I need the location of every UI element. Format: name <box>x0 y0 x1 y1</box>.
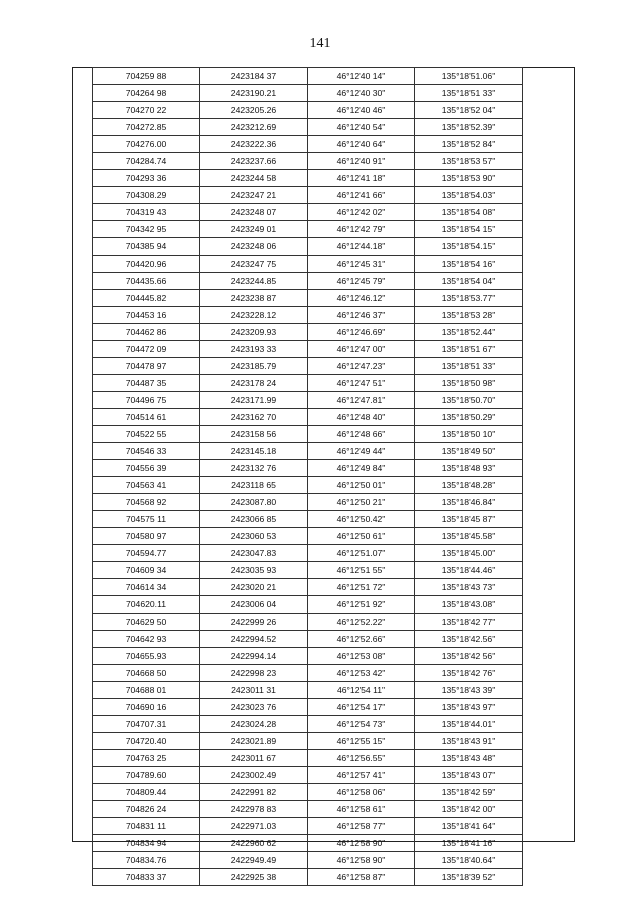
table-row <box>93 630 523 647</box>
longitude-cell: 135°18'42 76" <box>415 664 523 681</box>
x-coordinate-cell: 704308.29 <box>93 187 200 204</box>
longitude-cell: 135°18'40.64" <box>415 852 523 869</box>
y-coordinate-cell: 2423087.80 <box>200 494 308 511</box>
y-coordinate-cell: 2423190.21 <box>200 85 308 102</box>
latitude-cell: 46°12'47.23" <box>308 357 415 374</box>
x-coordinate-cell: 704546 33 <box>93 443 200 460</box>
x-coordinate-cell: 704284.74 <box>93 153 200 170</box>
longitude-cell: 135°18'54 08" <box>415 204 523 221</box>
longitude-cell: 135°18'51.06" <box>415 68 523 85</box>
latitude-cell: 46°12'47 51" <box>308 374 415 391</box>
latitude-cell: 46°12'40 14" <box>308 68 415 85</box>
x-coordinate-cell: 704834 94 <box>93 835 200 852</box>
y-coordinate-cell: 2423011 31 <box>200 681 308 698</box>
x-coordinate-cell: 704834.76 <box>93 852 200 869</box>
latitude-cell: 46°12'50 01" <box>308 477 415 494</box>
table-row <box>93 425 523 442</box>
x-coordinate-cell: 704833 37 <box>93 869 200 886</box>
table-row <box>93 818 523 835</box>
y-coordinate-cell: 2423024.28 <box>200 715 308 732</box>
latitude-cell: 46°12'58 77" <box>308 818 415 835</box>
x-coordinate-cell: 704487 35 <box>93 374 200 391</box>
latitude-cell: 46°12'49 44" <box>308 443 415 460</box>
table-row <box>93 204 523 221</box>
longitude-cell: 135°18'46.84" <box>415 494 523 511</box>
table-row <box>93 681 523 698</box>
x-coordinate-cell: 704270 22 <box>93 102 200 119</box>
latitude-cell: 46°12'47 00" <box>308 340 415 357</box>
longitude-cell: 135°18'48.28" <box>415 477 523 494</box>
latitude-cell: 46°12'51 72" <box>308 579 415 596</box>
table-row <box>93 698 523 715</box>
x-coordinate-cell: 704522 55 <box>93 425 200 442</box>
table-row <box>93 801 523 818</box>
x-coordinate-cell: 704445.82 <box>93 289 200 306</box>
latitude-cell: 46°12'58 61" <box>308 801 415 818</box>
latitude-cell: 46°12'50.42" <box>308 511 415 528</box>
y-coordinate-cell: 2423212.69 <box>200 119 308 136</box>
longitude-cell: 135°18'42 00" <box>415 801 523 818</box>
x-coordinate-cell: 704568 92 <box>93 494 200 511</box>
longitude-cell: 135°18'45.58" <box>415 528 523 545</box>
x-coordinate-cell: 704514 61 <box>93 408 200 425</box>
table-row <box>93 408 523 425</box>
table-row <box>93 494 523 511</box>
longitude-cell: 135°18'53 57" <box>415 153 523 170</box>
latitude-cell: 46°12'41 66" <box>308 187 415 204</box>
latitude-cell: 46°12'58 90" <box>308 852 415 869</box>
table-row <box>93 783 523 800</box>
table-row <box>93 766 523 783</box>
table-row <box>93 545 523 562</box>
table-row <box>93 613 523 630</box>
x-coordinate-cell: 704831 11 <box>93 818 200 835</box>
x-coordinate-cell: 704420.96 <box>93 255 200 272</box>
longitude-cell: 135°18'45.00" <box>415 545 523 562</box>
table-row <box>93 153 523 170</box>
y-coordinate-cell: 2423023 76 <box>200 698 308 715</box>
latitude-cell: 46°12'40 54" <box>308 119 415 136</box>
x-coordinate-cell: 704655.93 <box>93 647 200 664</box>
longitude-cell: 135°18'54 15" <box>415 221 523 238</box>
longitude-cell: 135°18'39 52" <box>415 869 523 886</box>
latitude-cell: 46°12'40 30" <box>308 85 415 102</box>
x-coordinate-cell: 704453 16 <box>93 306 200 323</box>
latitude-cell: 46°12'52.66" <box>308 630 415 647</box>
longitude-cell: 135°18'50 98" <box>415 374 523 391</box>
x-coordinate-cell: 704707.31 <box>93 715 200 732</box>
table-row <box>93 528 523 545</box>
y-coordinate-cell: 2423184 37 <box>200 68 308 85</box>
coordinates-table-body <box>93 68 523 886</box>
table-row <box>93 749 523 766</box>
y-coordinate-cell: 2422925 38 <box>200 869 308 886</box>
longitude-cell: 135°18'53 90" <box>415 170 523 187</box>
x-coordinate-cell: 704462 86 <box>93 323 200 340</box>
page-number: 141 <box>309 36 331 51</box>
y-coordinate-cell: 2422994.52 <box>200 630 308 647</box>
longitude-cell: 135°18'52.39" <box>415 119 523 136</box>
table-row <box>93 511 523 528</box>
latitude-cell: 46°12'48 66" <box>308 425 415 442</box>
longitude-cell: 135°18'50.29" <box>415 408 523 425</box>
latitude-cell: 46°12'52.22" <box>308 613 415 630</box>
x-coordinate-cell: 704272.85 <box>93 119 200 136</box>
x-coordinate-cell: 704478 97 <box>93 357 200 374</box>
latitude-cell: 46°12'41 18" <box>308 170 415 187</box>
latitude-cell: 46°12'55 15" <box>308 732 415 749</box>
latitude-cell: 46°12'51 92" <box>308 596 415 613</box>
table-row <box>93 102 523 119</box>
longitude-cell: 135°18'52 84" <box>415 136 523 153</box>
table-row <box>93 238 523 255</box>
table-row <box>93 374 523 391</box>
x-coordinate-cell: 704276.00 <box>93 136 200 153</box>
table-row <box>93 306 523 323</box>
table-row <box>93 255 523 272</box>
y-coordinate-cell: 2423011 67 <box>200 749 308 766</box>
y-coordinate-cell: 2423171.99 <box>200 391 308 408</box>
table-row <box>93 391 523 408</box>
longitude-cell: 135°18'44.01" <box>415 715 523 732</box>
longitude-cell: 135°18'42 59" <box>415 783 523 800</box>
y-coordinate-cell: 2423132 76 <box>200 460 308 477</box>
x-coordinate-cell: 704259 88 <box>93 68 200 85</box>
longitude-cell: 135°18'42 56" <box>415 647 523 664</box>
longitude-cell: 135°18'42.56" <box>415 630 523 647</box>
table-row <box>93 443 523 460</box>
table-row <box>93 187 523 204</box>
longitude-cell: 135°18'54.15" <box>415 238 523 255</box>
longitude-cell: 135°18'43 48" <box>415 749 523 766</box>
table-row <box>93 136 523 153</box>
latitude-cell: 46°12'47.81" <box>308 391 415 408</box>
latitude-cell: 46°12'53 08" <box>308 647 415 664</box>
latitude-cell: 46°12'57 41" <box>308 766 415 783</box>
longitude-cell: 135°18'44.46" <box>415 562 523 579</box>
longitude-cell: 135°18'54 16" <box>415 255 523 272</box>
y-coordinate-cell: 2423066 85 <box>200 511 308 528</box>
table-row <box>93 596 523 613</box>
latitude-cell: 46°12'42 02" <box>308 204 415 221</box>
x-coordinate-cell: 704575 11 <box>93 511 200 528</box>
latitude-cell: 46°12'56.55" <box>308 749 415 766</box>
longitude-cell: 135°18'52.44" <box>415 323 523 340</box>
x-coordinate-cell: 704668 50 <box>93 664 200 681</box>
longitude-cell: 135°18'51 33" <box>415 85 523 102</box>
table-row <box>93 357 523 374</box>
table-row <box>93 289 523 306</box>
y-coordinate-cell: 2423193 33 <box>200 340 308 357</box>
latitude-cell: 46°12'48 40" <box>308 408 415 425</box>
longitude-cell: 135°18'43 07" <box>415 766 523 783</box>
x-coordinate-cell: 704496 75 <box>93 391 200 408</box>
y-coordinate-cell: 2422991 82 <box>200 783 308 800</box>
longitude-cell: 135°18'43 97" <box>415 698 523 715</box>
y-coordinate-cell: 2423244.85 <box>200 272 308 289</box>
y-coordinate-cell: 2423185.79 <box>200 357 308 374</box>
latitude-cell: 46°12'42 79" <box>308 221 415 238</box>
table-row <box>93 852 523 869</box>
y-coordinate-cell: 2423248 06 <box>200 238 308 255</box>
longitude-cell: 135°18'53 28" <box>415 306 523 323</box>
latitude-cell: 46°12'50 61" <box>308 528 415 545</box>
table-row <box>93 664 523 681</box>
longitude-cell: 135°18'45 87" <box>415 511 523 528</box>
table-row <box>93 460 523 477</box>
latitude-cell: 46°12'40 91" <box>308 153 415 170</box>
y-coordinate-cell: 2423205.26 <box>200 102 308 119</box>
latitude-cell: 46°12'54 11" <box>308 681 415 698</box>
y-coordinate-cell: 2423247 21 <box>200 187 308 204</box>
longitude-cell: 135°18'51 33" <box>415 357 523 374</box>
y-coordinate-cell: 2423162 70 <box>200 408 308 425</box>
longitude-cell: 135°18'49 50" <box>415 443 523 460</box>
latitude-cell: 46°12'46 37" <box>308 306 415 323</box>
y-coordinate-cell: 2423244 58 <box>200 170 308 187</box>
y-coordinate-cell: 2422978 83 <box>200 801 308 818</box>
x-coordinate-cell: 704614 34 <box>93 579 200 596</box>
latitude-cell: 46°12'40 64" <box>308 136 415 153</box>
x-coordinate-cell: 704688 01 <box>93 681 200 698</box>
latitude-cell: 46°12'58 06" <box>308 783 415 800</box>
x-coordinate-cell: 704293 36 <box>93 170 200 187</box>
latitude-cell: 46°12'46.12" <box>308 289 415 306</box>
longitude-cell: 135°18'50 10" <box>415 425 523 442</box>
table-row <box>93 272 523 289</box>
y-coordinate-cell: 2423237.66 <box>200 153 308 170</box>
table-row <box>93 323 523 340</box>
x-coordinate-cell: 704472 09 <box>93 340 200 357</box>
y-coordinate-cell: 2423158 56 <box>200 425 308 442</box>
x-coordinate-cell: 704556 39 <box>93 460 200 477</box>
longitude-cell: 135°18'43 91" <box>415 732 523 749</box>
longitude-cell: 135°18'41 64" <box>415 818 523 835</box>
x-coordinate-cell: 704264 98 <box>93 85 200 102</box>
x-coordinate-cell: 704319 43 <box>93 204 200 221</box>
x-coordinate-cell: 704789.60 <box>93 766 200 783</box>
table-row <box>93 477 523 494</box>
x-coordinate-cell: 704594.77 <box>93 545 200 562</box>
y-coordinate-cell: 2423209.93 <box>200 323 308 340</box>
y-coordinate-cell: 2422994.14 <box>200 647 308 664</box>
x-coordinate-cell: 704809.44 <box>93 783 200 800</box>
y-coordinate-cell: 2423002.49 <box>200 766 308 783</box>
latitude-cell: 46°12'51 55" <box>308 562 415 579</box>
y-coordinate-cell: 2422998 23 <box>200 664 308 681</box>
latitude-cell: 46°12'51.07" <box>308 545 415 562</box>
table-row <box>93 170 523 187</box>
x-coordinate-cell: 704385 94 <box>93 238 200 255</box>
y-coordinate-cell: 2423249 01 <box>200 221 308 238</box>
latitude-cell: 46°12'58 87" <box>308 869 415 886</box>
latitude-cell: 46°12'45 79" <box>308 272 415 289</box>
latitude-cell: 46°12'58 90" <box>308 835 415 852</box>
longitude-cell: 135°18'54.03" <box>415 187 523 204</box>
latitude-cell: 46°12'54 73" <box>308 715 415 732</box>
latitude-cell: 46°12'54 17" <box>308 698 415 715</box>
longitude-cell: 135°18'53.77" <box>415 289 523 306</box>
latitude-cell: 46°12'46.69" <box>308 323 415 340</box>
table-row <box>93 715 523 732</box>
y-coordinate-cell: 2422949.49 <box>200 852 308 869</box>
longitude-cell: 135°18'43 73" <box>415 579 523 596</box>
longitude-cell: 135°18'41 16" <box>415 835 523 852</box>
table-row <box>93 340 523 357</box>
x-coordinate-cell: 704629 50 <box>93 613 200 630</box>
y-coordinate-cell: 2423238 87 <box>200 289 308 306</box>
y-coordinate-cell: 2422960 62 <box>200 835 308 852</box>
longitude-cell: 135°18'48 93" <box>415 460 523 477</box>
y-coordinate-cell: 2422971.03 <box>200 818 308 835</box>
x-coordinate-cell: 704435.66 <box>93 272 200 289</box>
x-coordinate-cell: 704763 25 <box>93 749 200 766</box>
table-row <box>93 732 523 749</box>
x-coordinate-cell: 704642 93 <box>93 630 200 647</box>
table-row <box>93 835 523 852</box>
table-row <box>93 68 523 85</box>
x-coordinate-cell: 704609 34 <box>93 562 200 579</box>
table-row <box>93 869 523 886</box>
x-coordinate-cell: 704826 24 <box>93 801 200 818</box>
table-row <box>93 562 523 579</box>
table-row <box>93 119 523 136</box>
y-coordinate-cell: 2423060 53 <box>200 528 308 545</box>
longitude-cell: 135°18'51 67" <box>415 340 523 357</box>
y-coordinate-cell: 2423222.36 <box>200 136 308 153</box>
table-row <box>93 647 523 664</box>
y-coordinate-cell: 2422999 26 <box>200 613 308 630</box>
latitude-cell: 46°12'50 21" <box>308 494 415 511</box>
longitude-cell: 135°18'43 39" <box>415 681 523 698</box>
x-coordinate-cell: 704563 41 <box>93 477 200 494</box>
longitude-cell: 135°18'52 04" <box>415 102 523 119</box>
x-coordinate-cell: 704620.11 <box>93 596 200 613</box>
x-coordinate-cell: 704720.40 <box>93 732 200 749</box>
latitude-cell: 46°12'45 31" <box>308 255 415 272</box>
y-coordinate-cell: 2423145.18 <box>200 443 308 460</box>
latitude-cell: 46°12'53 42" <box>308 664 415 681</box>
coordinates-table <box>92 67 523 886</box>
latitude-cell: 46°12'44.18" <box>308 238 415 255</box>
table-row <box>93 579 523 596</box>
y-coordinate-cell: 2423020 21 <box>200 579 308 596</box>
table-row <box>93 85 523 102</box>
longitude-cell: 135°18'43.08" <box>415 596 523 613</box>
longitude-cell: 135°18'42 77" <box>415 613 523 630</box>
table-row <box>93 221 523 238</box>
latitude-cell: 46°12'40 46" <box>308 102 415 119</box>
x-coordinate-cell: 704690 16 <box>93 698 200 715</box>
y-coordinate-cell: 2423248 07 <box>200 204 308 221</box>
x-coordinate-cell: 704342 95 <box>93 221 200 238</box>
longitude-cell: 135°18'54 04" <box>415 272 523 289</box>
y-coordinate-cell: 2423118 65 <box>200 477 308 494</box>
y-coordinate-cell: 2423047.83 <box>200 545 308 562</box>
x-coordinate-cell: 704580 97 <box>93 528 200 545</box>
y-coordinate-cell: 2423021.89 <box>200 732 308 749</box>
longitude-cell: 135°18'50.70" <box>415 391 523 408</box>
y-coordinate-cell: 2423006 04 <box>200 596 308 613</box>
y-coordinate-cell: 2423228.12 <box>200 306 308 323</box>
y-coordinate-cell: 2423247 75 <box>200 255 308 272</box>
y-coordinate-cell: 2423035 93 <box>200 562 308 579</box>
y-coordinate-cell: 2423178 24 <box>200 374 308 391</box>
latitude-cell: 46°12'49 84" <box>308 460 415 477</box>
